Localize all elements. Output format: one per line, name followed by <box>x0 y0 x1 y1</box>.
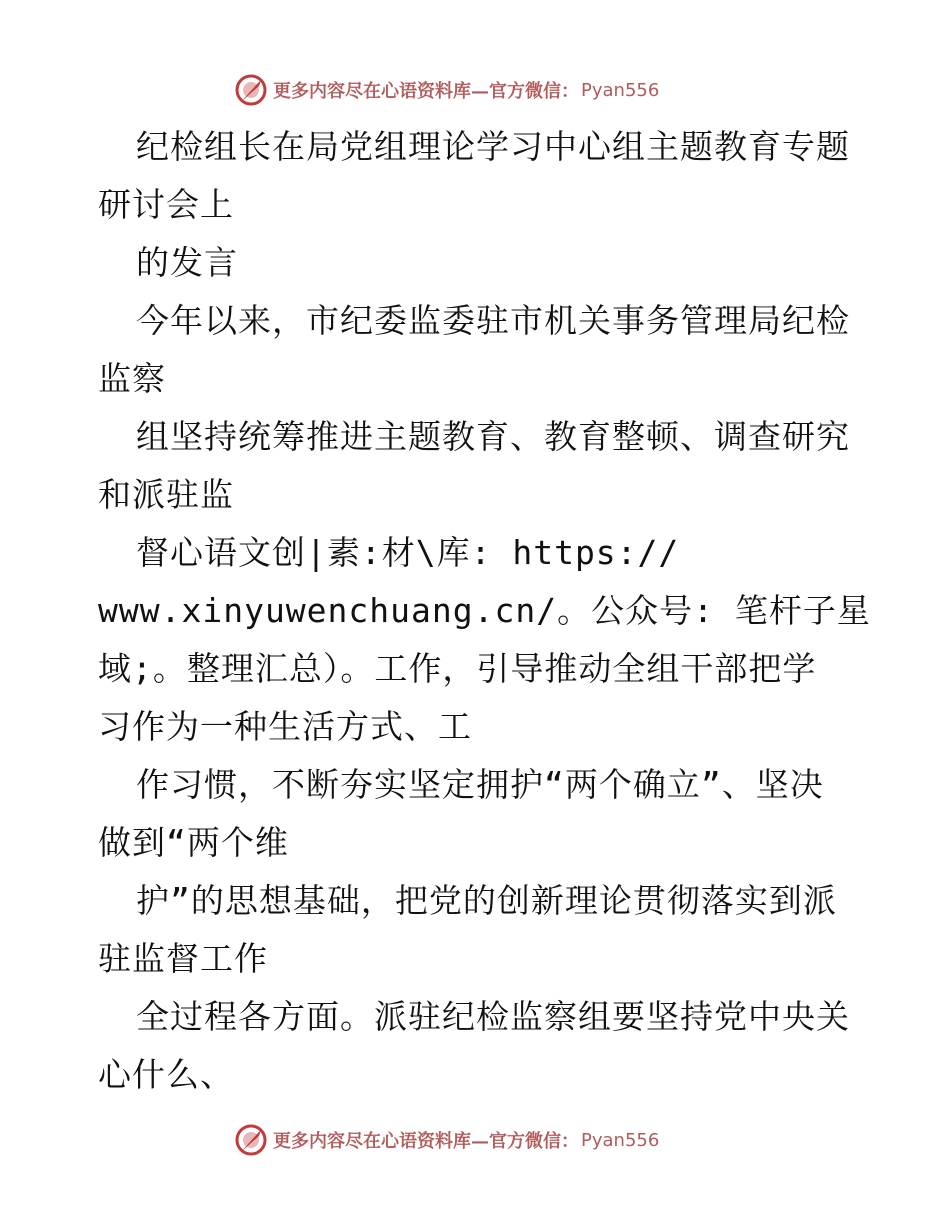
text-line: 做到“两个维 <box>98 823 289 862</box>
text-line: 护”的思想基础，把党的创新理论贯彻落实到派 <box>136 881 837 920</box>
banner-text: 更多内容尽在心语资料库—官方微信： <box>273 1131 579 1152</box>
header-banner <box>235 72 755 108</box>
text-line: www.xinyuwenchuang.cn/。公众号: 笔杆子星 <box>98 591 871 630</box>
text-line: 今年以来，市纪委监委驻市机关事务管理局纪检 <box>136 301 850 340</box>
text-line: 和派驻监 <box>98 475 234 514</box>
text-line: 心什么、 <box>98 1055 234 1094</box>
quill-logo-icon <box>235 74 267 106</box>
banner-text: 更多内容尽在心语资料库—官方微信： <box>273 81 579 102</box>
text-line: 习作为一种生活方式、工 <box>98 707 472 746</box>
text-line: 监察 <box>98 359 166 398</box>
text-line: 域;。整理汇总）。工作，引导推动全组干部把学 <box>98 649 817 688</box>
document-body <box>98 118 871 1104</box>
text-line: 组坚持统筹推进主题教育、教育整顿、调查研究 <box>136 417 850 456</box>
text-line: 驻监督工作 <box>98 939 268 978</box>
text-line: 作习惯，不断夯实坚定拥护“两个确立”、坚决 <box>136 765 824 804</box>
text-line: 督心语文创|素:材\库: https:// <box>136 533 680 572</box>
text-line: 纪检组长在局党组理论学习中心组主题教育专题 <box>136 127 850 166</box>
text-line: 研讨会上 <box>98 185 234 224</box>
text-line: 全过程各方面。派驻纪检监察组要坚持党中央关 <box>136 997 850 1036</box>
banner-wechat-id: Pyan556 <box>581 1129 660 1151</box>
text-line: 的发言 <box>136 243 238 282</box>
footer-banner <box>235 1122 755 1158</box>
banner-wechat-id: Pyan556 <box>581 79 660 101</box>
quill-logo-icon <box>235 1124 267 1156</box>
